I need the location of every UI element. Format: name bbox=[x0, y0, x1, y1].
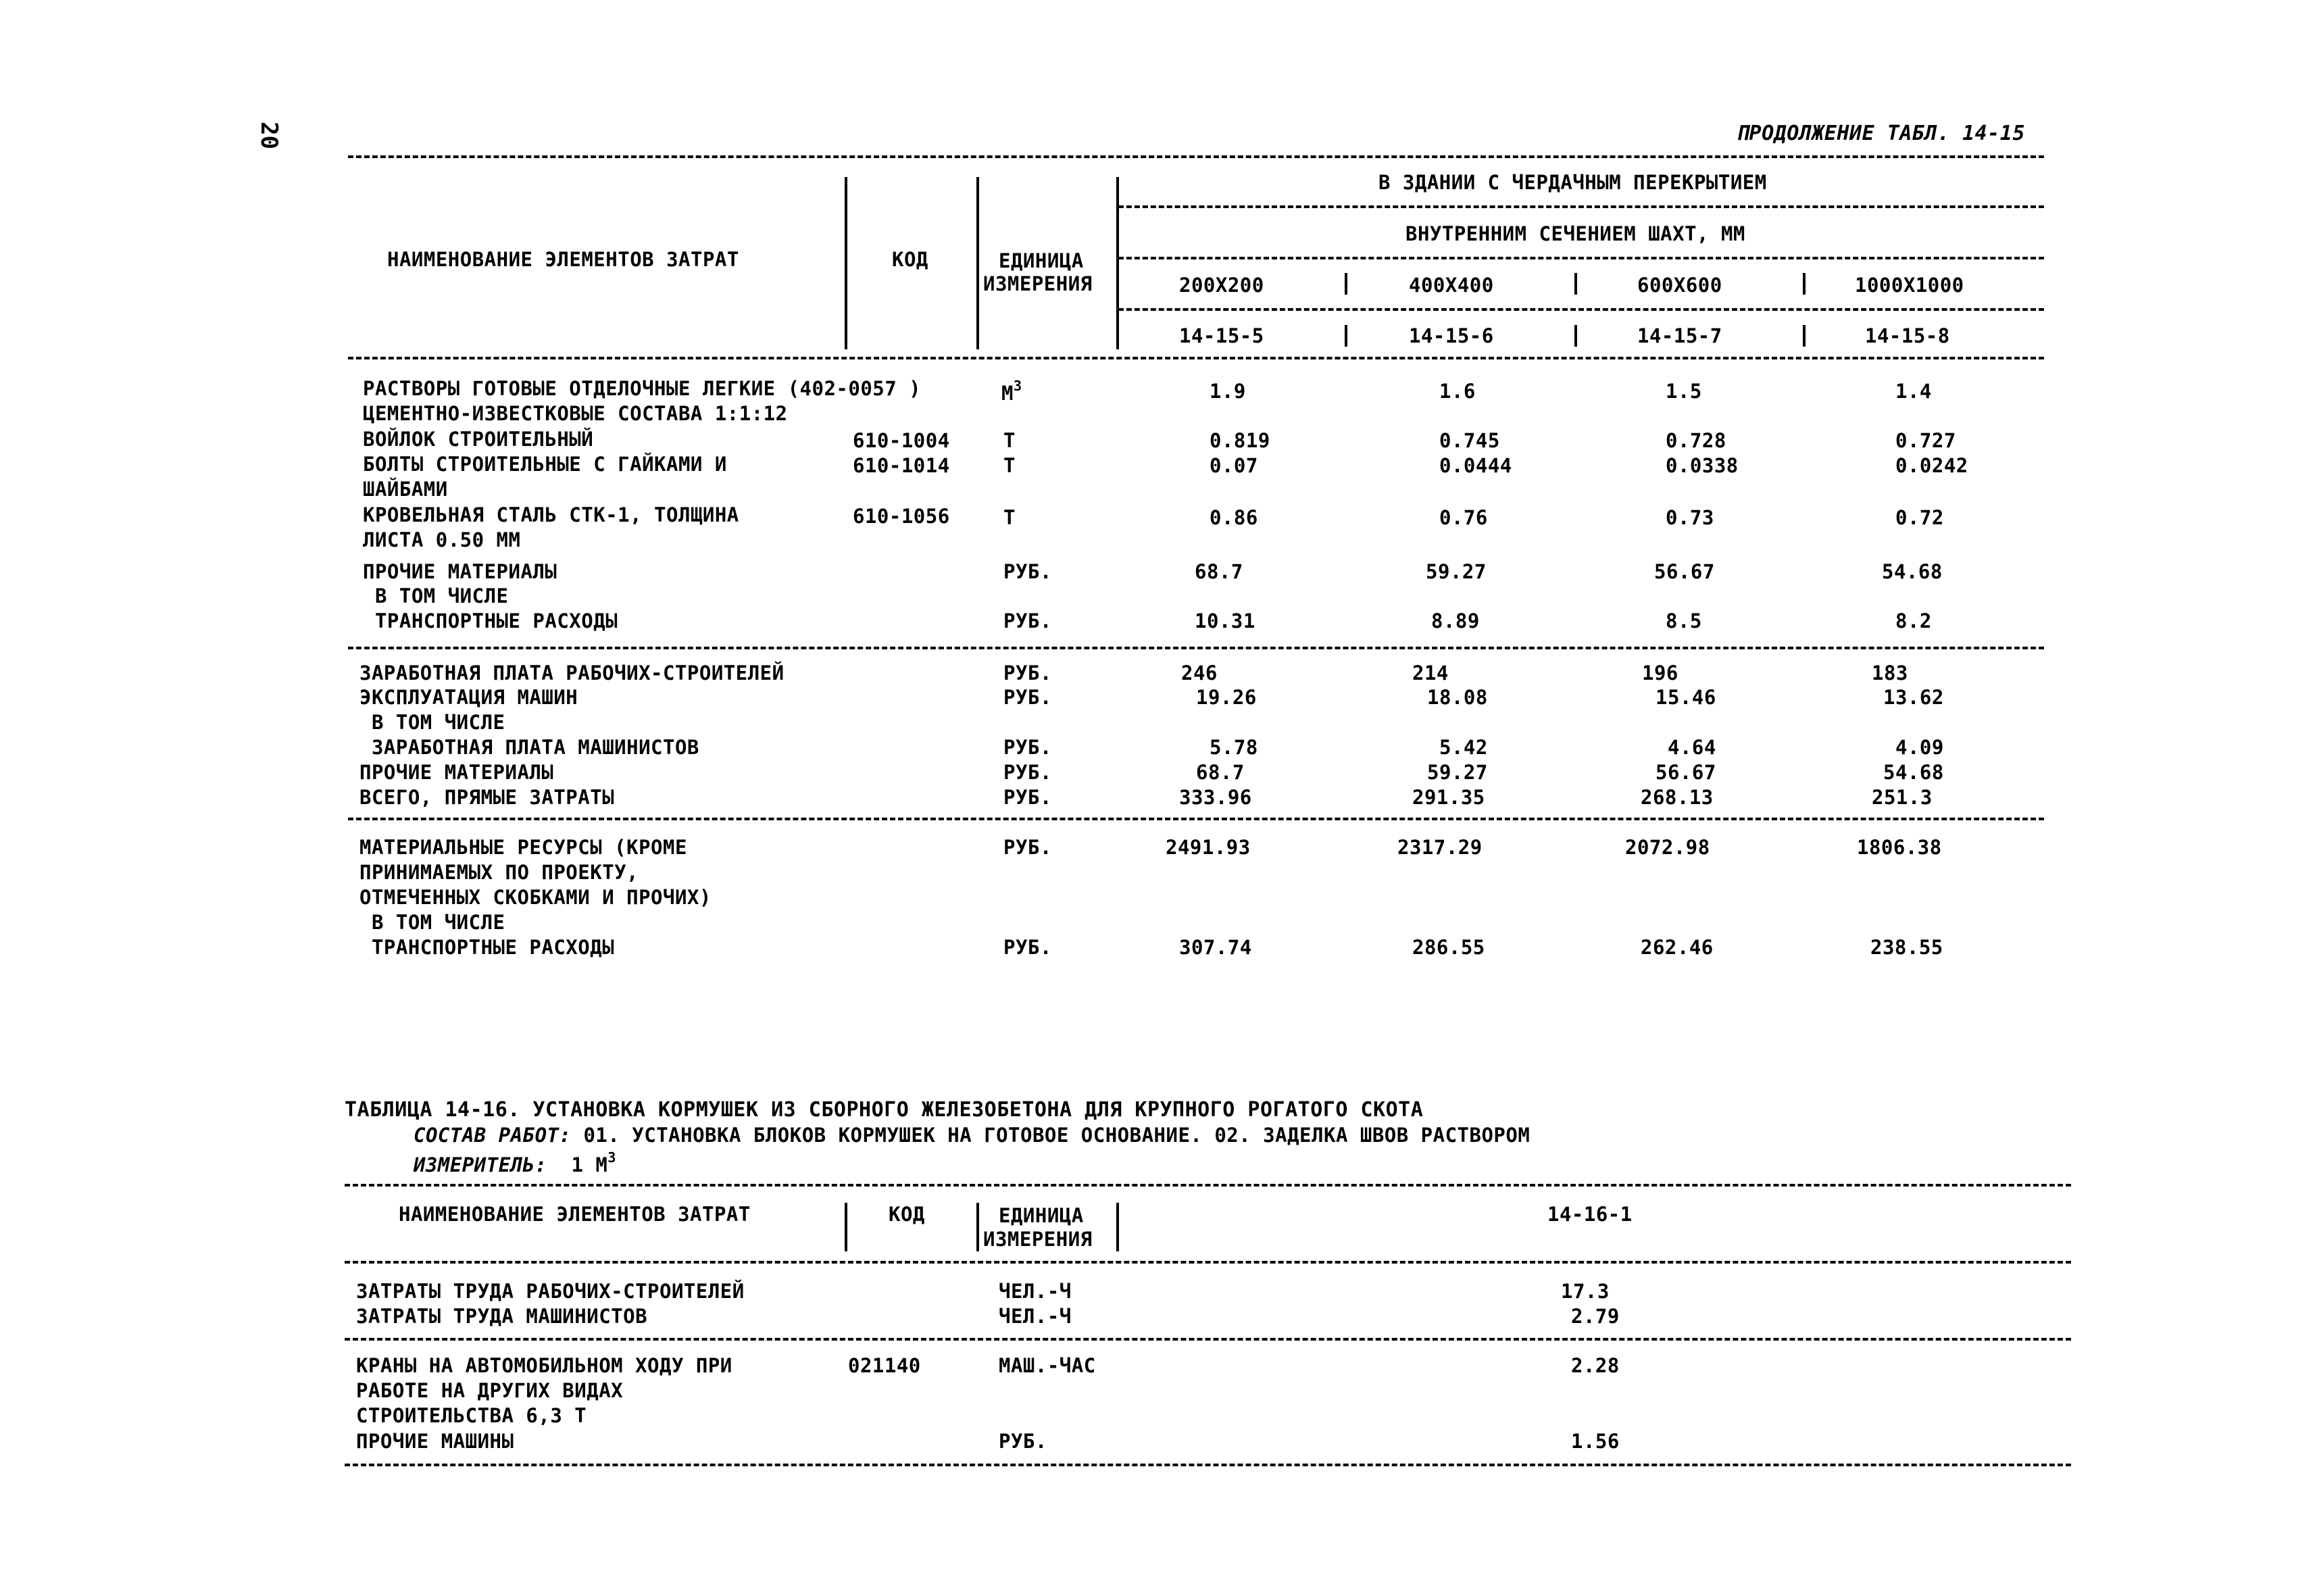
table-cell: 5.42 bbox=[1439, 736, 1488, 759]
table-cell: 68.7 bbox=[1195, 560, 1243, 583]
header-group: В ЗДАНИИ С ЧЕРДАЧНЫМ ПЕРЕКРЫТИЕМ bbox=[1378, 171, 1767, 194]
table-row-name: МАТЕРИАЛЬНЫЕ РЕСУРСЫ (КРОМЕ bbox=[359, 836, 687, 859]
table-cell: 17.3 bbox=[1561, 1280, 1610, 1303]
table-cell: 19.26 bbox=[1196, 686, 1257, 709]
table-cell: 0.76 bbox=[1439, 506, 1488, 529]
table-cell: 251.3 bbox=[1872, 786, 1933, 809]
rule bbox=[348, 357, 2044, 359]
rule bbox=[1118, 257, 2044, 259]
separator bbox=[845, 177, 847, 349]
rule bbox=[348, 155, 2044, 158]
header-unit: ЕДИНИЦА bbox=[999, 249, 1084, 272]
table-cell: 1.6 bbox=[1439, 380, 1476, 403]
table-cell: 0.86 bbox=[1210, 506, 1258, 529]
page-number: 20 bbox=[255, 122, 282, 149]
table-row-unit: РУБ. bbox=[1003, 836, 1052, 859]
table-row-unit: ЧЕЛ.-Ч bbox=[999, 1305, 1072, 1328]
table-cell: 238.55 bbox=[1870, 936, 1943, 959]
table-row-unit: РУБ. bbox=[1003, 609, 1052, 632]
table-cell: 183 bbox=[1872, 662, 1908, 684]
table-row-name: БОЛТЫ СТРОИТЕЛЬНЫЕ С ГАЙКАМИ И bbox=[363, 453, 727, 476]
separator bbox=[845, 1203, 847, 1251]
table-cell: 333.96 bbox=[1179, 786, 1252, 809]
table-cell: 0.73 bbox=[1666, 506, 1714, 529]
header-code: КОД bbox=[889, 1203, 925, 1226]
table-cell: 8.89 bbox=[1431, 609, 1480, 632]
table-cell: 2317.29 bbox=[1397, 836, 1483, 859]
table-row-name: КРАНЫ НА АВТОМОБИЛЬНОМ ХОДУ ПРИ bbox=[356, 1354, 732, 1377]
table-cell: 13.62 bbox=[1883, 686, 1944, 709]
table-cell: 214 bbox=[1412, 662, 1449, 684]
table-row-name: ЗАТРАТЫ ТРУДА РАБОЧИХ-СТРОИТЕЛЕЙ bbox=[356, 1280, 745, 1303]
table-row-unit: ЧЕЛ.-Ч bbox=[999, 1280, 1072, 1303]
separator bbox=[1345, 325, 1347, 347]
separator bbox=[976, 1203, 979, 1251]
table-row-code: 021140 bbox=[848, 1354, 921, 1377]
table-row-name: ВСЕГО, ПРЯМЫЕ ЗАТРАТЫ bbox=[359, 786, 615, 809]
table-cell: 68.7 bbox=[1196, 761, 1245, 784]
table-row-unit: РУБ. bbox=[1003, 786, 1052, 809]
separator bbox=[1803, 273, 1806, 295]
separator bbox=[1345, 273, 1347, 295]
table-row-name: В ТОМ ЧИСЛЕ bbox=[363, 584, 509, 607]
header-name: НАИМЕНОВАНИЕ ЭЛЕМЕНТОВ ЗАТРАТ bbox=[399, 1203, 751, 1226]
work-text: 01. УСТАНОВКА БЛОКОВ КОРМУШЕК НА ГОТОВОЕ ОСНОВАНИЕ. 02. ЗАДЕЛКА ШВОВ РАСТВОРОМ bbox=[583, 1124, 1530, 1147]
table-row-name: ЦЕМЕНТНО-ИЗВЕСТКОВЫЕ СОСТАВА 1:1:12 bbox=[363, 402, 788, 425]
table-row-name: ОТМЕЧЕННЫХ СКОБКАМИ И ПРОЧИХ) bbox=[359, 886, 712, 909]
table-cell: 59.27 bbox=[1427, 761, 1488, 784]
table-row-unit: РУБ. bbox=[1003, 662, 1052, 684]
separator bbox=[1574, 273, 1577, 295]
table-row-unit: Т bbox=[1003, 454, 1016, 477]
table-cell: 2.28 bbox=[1571, 1354, 1620, 1377]
rule bbox=[1118, 205, 2044, 208]
table-cell: 307.74 bbox=[1179, 936, 1252, 959]
table-row-code: 610-1004 bbox=[853, 429, 950, 452]
table-row-name: РАБОТЕ НА ДРУГИХ ВИДАХ bbox=[356, 1379, 624, 1402]
table-cell: 15.46 bbox=[1656, 686, 1716, 709]
table-row-unit: Т bbox=[1003, 429, 1016, 452]
header-col-code: 14-15-8 bbox=[1865, 324, 1950, 347]
table-cell: 1.9 bbox=[1210, 380, 1246, 403]
table-cell: 54.68 bbox=[1883, 761, 1944, 784]
rule bbox=[348, 647, 2044, 649]
table-cell: 4.09 bbox=[1895, 736, 1944, 759]
header-size: 200Х200 bbox=[1179, 274, 1264, 297]
separator bbox=[1116, 1203, 1119, 1251]
table-row-name: ПРИНИМАЕМЫХ ПО ПРОЕКТУ, bbox=[359, 861, 639, 884]
table-cell: 5.78 bbox=[1210, 736, 1258, 759]
separator bbox=[1803, 325, 1806, 347]
rule bbox=[345, 1184, 2071, 1187]
table-row-unit: РУБ. bbox=[1003, 736, 1052, 759]
work-label: СОСТАВ РАБОТ: bbox=[414, 1124, 572, 1147]
header-size: 400Х400 bbox=[1409, 274, 1494, 297]
rule bbox=[345, 1464, 2071, 1466]
table-cell: 2491.93 bbox=[1166, 836, 1251, 859]
header-col-code: 14-15-7 bbox=[1637, 324, 1722, 347]
header-name: НАИМЕНОВАНИЕ ЭЛЕМЕНТОВ ЗАТРАТ bbox=[387, 248, 739, 271]
table-cell: 10.31 bbox=[1195, 609, 1255, 632]
table-row-unit: Т bbox=[1003, 506, 1016, 529]
header-code: КОД bbox=[892, 248, 928, 271]
table-row-name: ЗАРАБОТНАЯ ПЛАТА РАБОЧИХ-СТРОИТЕЛЕЙ bbox=[359, 662, 785, 684]
header-col-code: 14-15-5 bbox=[1179, 324, 1264, 347]
separator bbox=[1574, 325, 1577, 347]
table-row-name: ТРАНСПОРТНЫЕ РАСХОДЫ bbox=[363, 609, 618, 632]
table-cell: 0.07 bbox=[1210, 454, 1258, 477]
rule bbox=[345, 1338, 2071, 1341]
table-cell: 246 bbox=[1181, 662, 1218, 684]
table-row-name: ЛИСТА 0.50 ММ bbox=[363, 528, 521, 551]
table-cell: 0.728 bbox=[1666, 429, 1726, 452]
table-cell: 0.72 bbox=[1895, 506, 1944, 529]
table-cell: 0.0242 bbox=[1895, 454, 1968, 477]
table-cell: 291.35 bbox=[1412, 786, 1485, 809]
table-row-name: КРОВЕЛЬНАЯ СТАЛЬ СТК-1, ТОЛЩИНА bbox=[363, 503, 739, 526]
table-cell: 8.5 bbox=[1666, 609, 1702, 632]
table-row-name: ЭКСПЛУАТАЦИЯ МАШИН bbox=[359, 686, 578, 709]
table-cell: 262.46 bbox=[1641, 936, 1714, 959]
table-title: ТАБЛИЦА 14-16. УСТАНОВКА КОРМУШЕК ИЗ СБОРНОГО ЖЕЛЕЗОБЕТОНА ДЛЯ КРУПНОГО РОГАТОГО СКОТА bbox=[345, 1098, 1424, 1122]
table-row-unit: РУБ. bbox=[999, 1430, 1047, 1453]
table-cell: 196 bbox=[1642, 662, 1678, 684]
table-row-name: ПРОЧИЕ МАТЕРИАЛЫ bbox=[359, 761, 554, 784]
measure: ИЗМЕРИТЕЛЬ: 1 $М^3$ bbox=[414, 1149, 616, 1176]
header-col-code: 14-15-6 bbox=[1409, 324, 1494, 347]
table-cell: 54.68 bbox=[1882, 560, 1943, 583]
continuation-title: ПРОДОЛЖЕНИЕ ТАБЛ. 14-15 bbox=[1737, 122, 2025, 145]
table-cell: 2072.98 bbox=[1625, 836, 1710, 859]
table-cell: 59.27 bbox=[1426, 560, 1487, 583]
table-cell: 2.79 bbox=[1571, 1305, 1620, 1328]
table-cell: 268.13 bbox=[1641, 786, 1714, 809]
measure-label: ИЗМЕРИТЕЛЬ: bbox=[414, 1153, 547, 1176]
table-row-unit: РУБ. bbox=[1003, 560, 1052, 583]
table-row-code: 610-1056 bbox=[853, 505, 950, 528]
table-cell: 56.67 bbox=[1654, 560, 1715, 583]
table-row-name: РАСТВОРЫ ГОТОВЫЕ ОТДЕЛОЧНЫЕ ЛЕГКИЕ (402-0057 ) bbox=[363, 377, 922, 400]
work-composition bbox=[414, 1126, 1530, 1145]
table-row-code: 610-1014 bbox=[853, 454, 950, 477]
table-row-name: СТРОИТЕЛЬСТВА 6,3 Т bbox=[356, 1404, 587, 1427]
rule bbox=[345, 1261, 2071, 1264]
table-row-unit: РУБ. bbox=[1003, 686, 1052, 709]
header-subgroup: ВНУТРЕННИМ СЕЧЕНИЕМ ШАХТ, ММ bbox=[1405, 222, 1745, 245]
header-unit: ИЗМЕРЕНИЯ bbox=[983, 272, 1093, 295]
table-row-name: ШАЙБАМИ bbox=[363, 478, 448, 501]
header-size: 1000Х1000 bbox=[1855, 274, 1964, 297]
table-cell: 1.4 bbox=[1895, 380, 1932, 403]
table-cell: 0.0338 bbox=[1666, 454, 1739, 477]
table-row-name: ВОЙЛОК СТРОИТЕЛЬНЫЙ bbox=[363, 428, 594, 451]
table-row-name: ЗАТРАТЫ ТРУДА МАШИНИСТОВ bbox=[356, 1305, 648, 1328]
table-row-name: ТРАНСПОРТНЫЕ РАСХОДЫ bbox=[359, 936, 615, 959]
header-unit: ЕДИНИЦА bbox=[999, 1204, 1084, 1227]
table-row-name: ПРОЧИЕ МАШИНЫ bbox=[356, 1430, 514, 1453]
table-cell: 0.0444 bbox=[1439, 454, 1512, 477]
header-size: 600Х600 bbox=[1637, 274, 1722, 297]
table-cell: 0.727 bbox=[1895, 429, 1956, 452]
table-row-unit: $М^3$ bbox=[1001, 378, 1022, 405]
table-row-unit: МАШ.-ЧАС bbox=[999, 1354, 1096, 1377]
table-cell: 286.55 bbox=[1412, 936, 1485, 959]
table-cell: 8.2 bbox=[1895, 609, 1932, 632]
table-row-unit: РУБ. bbox=[1003, 761, 1052, 784]
table-cell: 1.56 bbox=[1571, 1430, 1620, 1453]
rule bbox=[1118, 308, 2044, 311]
table-cell: 4.64 bbox=[1668, 736, 1716, 759]
table-cell: 1.5 bbox=[1666, 380, 1702, 403]
separator bbox=[1116, 177, 1119, 349]
table-row-name: В ТОМ ЧИСЛЕ bbox=[359, 711, 505, 734]
header-unit: ИЗМЕРЕНИЯ bbox=[983, 1228, 1093, 1251]
rule bbox=[348, 818, 2044, 820]
table-row-name: ЗАРАБОТНАЯ ПЛАТА МАШИНИСТОВ bbox=[359, 736, 699, 759]
table-row-name: В ТОМ ЧИСЛЕ bbox=[359, 911, 505, 934]
table-cell: 1806.38 bbox=[1857, 836, 1942, 859]
table-row-name: ПРОЧИЕ МАТЕРИАЛЫ bbox=[363, 560, 557, 583]
table-cell: 56.67 bbox=[1656, 761, 1716, 784]
separator bbox=[976, 177, 979, 349]
table-row-unit: РУБ. bbox=[1003, 936, 1052, 959]
table-cell: 0.819 bbox=[1210, 429, 1270, 452]
table-cell: 0.745 bbox=[1439, 429, 1500, 452]
table-cell: 18.08 bbox=[1427, 686, 1488, 709]
header-col-code: 14-16-1 bbox=[1547, 1203, 1633, 1226]
